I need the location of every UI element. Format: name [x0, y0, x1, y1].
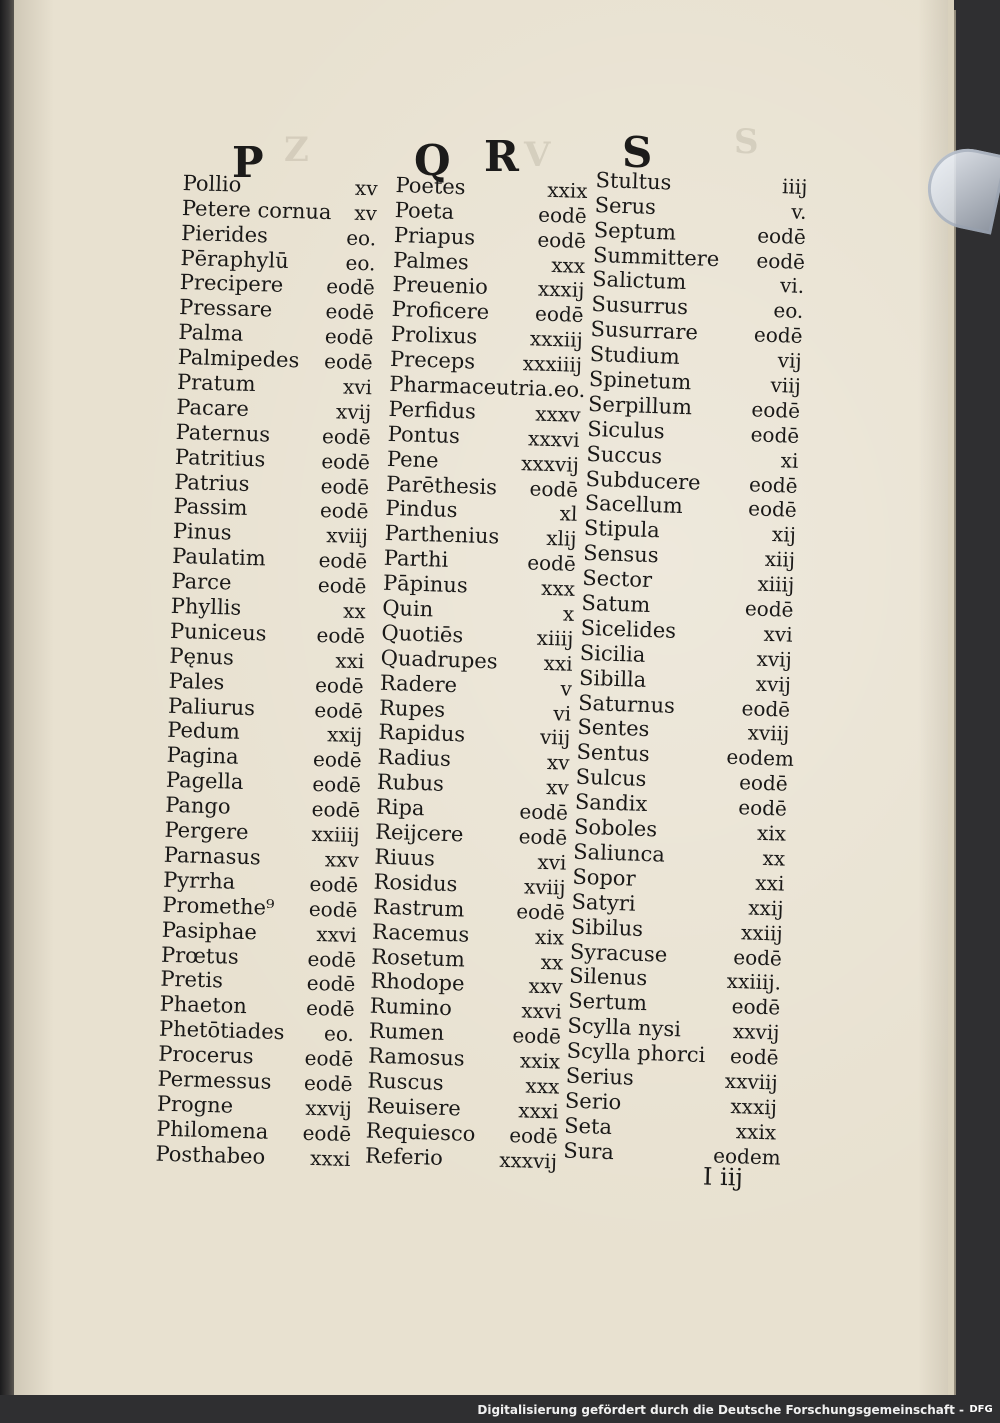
entry-reference: eodē — [747, 496, 798, 523]
entry-reference: viij — [539, 725, 571, 751]
footer-bar — [0, 1395, 1000, 1423]
entry-reference: eodē — [307, 946, 357, 972]
entry-reference: eodē — [325, 274, 376, 300]
entry-term: Spinetum — [588, 366, 692, 395]
entry-term: Satyri — [571, 889, 636, 916]
entry-term: Pasiphae — [161, 917, 258, 944]
entry-reference: eo. — [345, 250, 376, 275]
entry-term: Pāpinus — [382, 570, 469, 598]
bleed-through-mark: Z — [284, 130, 309, 170]
entry-term: Puniceus — [169, 618, 267, 646]
entry-reference: eodē — [312, 772, 362, 798]
entry-reference: v — [560, 676, 573, 701]
entry-reference: xxix — [546, 177, 588, 203]
entry-reference: eodē — [321, 448, 371, 475]
entry-term: Sicilia — [579, 640, 646, 667]
signature-mark: I iij — [702, 1162, 744, 1192]
entry-reference: eodē — [748, 471, 798, 498]
entry-reference: xx — [342, 598, 367, 624]
entry-term: Passim — [173, 494, 248, 521]
entry-term: Pressare — [178, 295, 273, 322]
entry-reference: xvij — [335, 399, 372, 425]
entry-term: Sandix — [574, 789, 648, 817]
entry-term: Parthi — [383, 546, 449, 573]
index-column-s — [563, 167, 808, 1169]
entry-reference: xix — [534, 924, 565, 950]
entry-term: Paulatim — [171, 544, 267, 571]
entry-term: Preuenio — [392, 272, 489, 300]
entry-term: Sentus — [576, 740, 651, 767]
entry-term: Palmipedes — [177, 345, 300, 373]
entry-term: Pharmaceutria.eo. — [388, 371, 586, 403]
entry-reference: xvi — [763, 621, 793, 647]
entry-term: Parnasus — [163, 842, 262, 870]
entry-reference: eodē — [729, 1044, 779, 1070]
entry-term: Sacellum — [584, 491, 684, 519]
letter-r: R — [484, 132, 521, 181]
index-column-p — [155, 170, 378, 1171]
entry-reference: eo. — [323, 1021, 355, 1047]
entry-reference: eodē — [738, 770, 789, 796]
entry-term: Sensus — [582, 541, 659, 568]
entry-term: Phetōtiades — [158, 1016, 285, 1045]
book-spine — [0, 0, 14, 1423]
entry-reference: eo. — [773, 298, 804, 324]
entry-term: Stultus — [595, 167, 672, 195]
entry-reference: eodē — [756, 223, 807, 249]
entry-reference: vi. — [779, 273, 805, 299]
entry-term: Seta — [563, 1113, 613, 1139]
entry-term: Pēraphylū — [180, 245, 290, 273]
entry-term: Serus — [594, 192, 657, 219]
entry-reference: eodē — [314, 697, 364, 723]
entry-reference: xx — [762, 845, 786, 871]
entry-term: Quotiēs — [381, 620, 464, 648]
entry-reference: vi — [553, 700, 572, 726]
entry-reference: xiiij — [757, 571, 795, 597]
entry-term: Poetes — [395, 172, 466, 200]
entry-reference: xxix — [519, 1048, 561, 1074]
entry-term: Pedum — [167, 718, 241, 745]
entry-reference: eodē — [518, 824, 568, 850]
letter-q: Q — [414, 136, 453, 185]
entry-reference: xvi — [342, 374, 373, 400]
entry-term: Priapus — [393, 222, 476, 250]
entry-term: Pratum — [176, 369, 256, 397]
entry-term: Rapidus — [378, 720, 466, 747]
entry-reference: eodem — [712, 1143, 782, 1170]
entry-term: Sibilus — [570, 914, 644, 941]
entry-reference: eodē — [314, 672, 364, 698]
entry-term: Prœtus — [160, 942, 240, 969]
entry-term: Progne — [156, 1091, 234, 1118]
entry-term: Pagina — [166, 743, 239, 770]
entry-reference: eodē — [312, 747, 362, 773]
entry-reference: xxxv — [534, 401, 581, 427]
entry-reference: xiiij — [536, 625, 574, 651]
entry-term: Paliurus — [167, 693, 256, 720]
entry-term: Soboles — [573, 814, 658, 842]
entry-reference: xxi — [335, 648, 365, 674]
entry-reference: xxx — [540, 575, 576, 601]
entry-term: Quin — [381, 595, 434, 622]
entry-term: Sicelides — [580, 615, 677, 643]
entry-reference: xxij — [747, 895, 784, 921]
entry-term: Saturnus — [577, 690, 676, 718]
entry-reference: xvi — [537, 849, 567, 875]
entry-reference: xxxij — [730, 1093, 778, 1120]
entry-term: Petere cornua — [181, 195, 332, 224]
entry-term: Palma — [178, 320, 244, 346]
entry-reference: eodē — [529, 475, 579, 502]
entry-term: Pontus — [387, 421, 461, 448]
entry-term: Prolixus — [390, 322, 478, 349]
entry-reference: xij — [771, 522, 797, 548]
entry-term: Pęnus — [169, 643, 235, 670]
entry-reference: eodē — [537, 202, 588, 228]
entry-reference: eodē — [744, 596, 794, 622]
entry-term: Quadrupes — [380, 645, 498, 674]
entry-reference: xi — [780, 447, 799, 473]
entry-reference: xxvij — [305, 1095, 353, 1121]
entry-term: Sertum — [567, 988, 648, 1016]
entry-term: Rosidus — [373, 869, 458, 897]
entry-reference: eodē — [737, 795, 788, 821]
entry-reference: xxxiij — [529, 326, 584, 353]
entry-reference: eodē — [320, 473, 370, 499]
entry-term: Rubus — [376, 769, 445, 797]
entry-term: Phaeton — [159, 991, 248, 1019]
entry-reference: xxi — [754, 870, 785, 896]
entry-term: Riuus — [374, 844, 436, 871]
entry-reference: eodē — [324, 324, 374, 350]
entry-term: Summittere — [592, 242, 720, 271]
entry-reference: xxxvi — [527, 426, 581, 452]
bleed-through-mark: V — [524, 135, 551, 175]
entry-term: Proficere — [391, 297, 490, 325]
entry-term: Silenus — [568, 963, 648, 991]
entry-reference: eodē — [756, 247, 806, 274]
entry-term: Referio — [364, 1143, 444, 1170]
entry-term: Posthabeo — [155, 1141, 266, 1169]
entry-term: Ripa — [375, 794, 425, 821]
index-column-pqr — [365, 172, 588, 1173]
entry-reference: xxxi — [517, 1098, 559, 1124]
entry-reference: iiij — [781, 174, 808, 199]
entry-term: Satum — [581, 590, 651, 618]
entry-term: Ramosus — [367, 1043, 466, 1071]
entry-term: Sura — [562, 1138, 615, 1164]
entry-reference: eo. — [345, 225, 377, 251]
entry-reference: xxvij — [732, 1019, 780, 1045]
entry-reference: eodē — [317, 573, 367, 599]
entry-reference: xxix — [735, 1118, 777, 1145]
entry-reference: xv — [546, 750, 570, 776]
entry-term: Pierides — [180, 220, 269, 248]
entry-reference: xv — [353, 200, 378, 226]
entry-reference: xxx — [550, 252, 586, 278]
entry-reference: eodē — [319, 498, 369, 524]
entry-reference: xxv — [324, 847, 360, 873]
entry-reference: eodē — [321, 423, 371, 450]
entry-reference: xxiij — [740, 919, 784, 946]
entry-reference: eodē — [751, 397, 801, 423]
entry-reference: eodē — [515, 898, 566, 925]
entry-reference: eodē — [537, 227, 587, 253]
entry-term: Requiesco — [365, 1118, 476, 1146]
entry-reference: xviij — [747, 720, 790, 747]
entry-term: Syracuse — [569, 939, 668, 967]
entry-term: Sector — [581, 565, 653, 593]
entry-reference: eodē — [732, 944, 783, 971]
entry-reference: eodē — [753, 322, 803, 349]
entry-reference: eodem — [726, 745, 795, 772]
entry-term: Patritius — [174, 444, 266, 472]
entry-term: Pales — [168, 668, 225, 695]
entry-term: Susurrus — [591, 292, 689, 320]
entry-reference: xxiiij. — [726, 969, 782, 995]
entry-term: Permessus — [157, 1066, 272, 1094]
entry-term: Philomena — [155, 1116, 269, 1144]
entry-term: Parthenius — [384, 521, 500, 549]
entry-reference: eodē — [302, 1120, 352, 1146]
entry-term: Procerus — [157, 1041, 254, 1069]
entry-term: Pango — [164, 792, 231, 819]
entry-reference: eodē — [508, 1122, 559, 1149]
entry-reference: xxxvij — [498, 1147, 558, 1174]
entry-term: Parēthesis — [385, 471, 498, 499]
entry-term: Reuisere — [366, 1093, 462, 1121]
entry-term: Sentes — [577, 715, 650, 742]
entry-reference: xxxij — [537, 276, 585, 303]
entry-term: Rumen — [368, 1018, 445, 1046]
entry-term: Pagella — [165, 768, 244, 795]
entry-term: Rumino — [369, 993, 453, 1021]
entry-term: Sopor — [572, 864, 636, 891]
entry-term: Succus — [586, 441, 663, 469]
entry-reference: eodē — [731, 994, 781, 1020]
entry-reference: eodē — [323, 349, 374, 375]
entry-reference: xxxiiij — [522, 351, 583, 378]
entry-term: Poeta — [394, 197, 455, 224]
entry-term: Pacare — [176, 394, 250, 421]
entry-term: Septum — [593, 217, 677, 245]
entry-term: Racemus — [371, 919, 470, 947]
entry-reference: eodē — [316, 622, 366, 649]
entry-term: Serio — [564, 1088, 622, 1115]
entry-term: Perfidus — [388, 396, 477, 424]
entry-term: Pindus — [385, 496, 458, 523]
funding-credit: Digitalisierung gefördert durch die Deutsche Forschungsgemeinschaft - — [477, 1403, 964, 1417]
entry-reference: eodē — [526, 550, 577, 577]
entry-term: Pergere — [164, 817, 249, 845]
entry-reference: xxvi — [521, 998, 563, 1024]
entry-reference: eodē — [534, 301, 584, 328]
entry-term: Radius — [377, 745, 452, 772]
entry-term: Studium — [589, 342, 681, 369]
entry-reference: xxiiij — [311, 821, 360, 848]
entry-term: Serius — [565, 1063, 635, 1090]
letter-p: P — [232, 138, 266, 187]
entry-reference: eodē — [311, 797, 361, 823]
entry-term: Subducere — [585, 466, 701, 495]
entry-reference: eodē — [309, 871, 359, 897]
entry-reference: xviij — [325, 523, 369, 549]
entry-reference: v. — [790, 199, 808, 224]
entry-reference: eodē — [305, 996, 355, 1022]
entry-term: Radere — [379, 670, 458, 697]
bleed-through-mark: S — [734, 122, 759, 162]
entry-term: Pollio — [182, 170, 242, 197]
entry-term: Pinus — [172, 519, 232, 545]
entry-reference: eodē — [750, 422, 800, 448]
entry-reference: xx — [540, 949, 564, 975]
entry-term: Patrius — [173, 469, 250, 496]
entry-reference: eodē — [512, 1023, 562, 1049]
entry-reference: eodē — [306, 971, 356, 997]
entry-term: Scylla nysi — [567, 1013, 682, 1042]
entry-reference: xxxvij — [520, 450, 580, 477]
entry-reference: xviij — [523, 874, 566, 900]
entry-term: Scylla phorci — [566, 1038, 706, 1068]
entry-reference: eodē — [304, 1045, 354, 1072]
entry-term: Promethe⁹ — [162, 892, 275, 920]
entry-term: Rastrum — [372, 894, 465, 922]
entry-term: Stipula — [583, 516, 661, 543]
entry-term: Preceps — [389, 347, 476, 374]
entry-term: Rupes — [378, 695, 446, 722]
entry-reference: xxij — [326, 722, 363, 748]
entry-reference: xxv — [528, 973, 563, 1000]
entry-reference: eodē — [741, 695, 791, 722]
dfg-logo: DFG — [968, 1402, 994, 1418]
entry-term: Serpillum — [587, 391, 693, 420]
entry-term: Pyrrha — [162, 867, 236, 894]
entry-reference: xv — [354, 175, 378, 201]
entry-reference: xxi — [543, 650, 574, 676]
entry-reference: eodē — [308, 896, 358, 922]
entry-term: Salictum — [591, 267, 687, 295]
entry-term: Rhodope — [370, 968, 465, 996]
entry-reference: xlij — [545, 526, 577, 552]
entry-term: Paternus — [175, 419, 271, 447]
entry-reference: eodē — [303, 1070, 353, 1097]
entry-reference: eodē — [325, 299, 375, 325]
entry-reference: xxxi — [309, 1145, 351, 1171]
entry-reference: xl — [559, 501, 578, 527]
entry-reference: xxvi — [316, 921, 358, 947]
entry-reference: xvij — [755, 671, 792, 697]
entry-term: Reijcere — [374, 819, 464, 847]
entry-term: Pretis — [160, 967, 224, 993]
entry-term: Parce — [171, 568, 232, 595]
entry-term: Sibilla — [578, 665, 647, 692]
entry-reference: xvij — [756, 646, 793, 672]
entry-term: Pene — [386, 446, 439, 473]
entry-reference: eodē — [519, 799, 569, 825]
entry-reference: vij — [777, 348, 803, 374]
entry-term: Sulcus — [575, 764, 647, 792]
entry-term: Phyllis — [170, 593, 242, 620]
entry-term: Saliunca — [572, 839, 666, 867]
entry-term: Siculus — [586, 416, 666, 444]
entry-term: Susurrare — [590, 317, 699, 345]
entry-term: Rosetum — [370, 944, 466, 972]
entry-reference: xxx — [525, 1073, 560, 1099]
entry-reference: xxviij — [724, 1068, 779, 1095]
entry-reference: xiij — [764, 547, 796, 573]
letter-s: S — [622, 128, 655, 177]
entry-reference: x — [562, 601, 575, 626]
entry-reference: xv — [545, 775, 570, 800]
entry-term: Ruscus — [367, 1068, 444, 1095]
entry-term: Precipere — [179, 270, 284, 298]
entry-term: Palmes — [392, 247, 470, 274]
entry-reference: eodē — [318, 548, 368, 574]
entry-reference: xix — [756, 820, 787, 846]
entry-reference: viij — [770, 372, 802, 398]
